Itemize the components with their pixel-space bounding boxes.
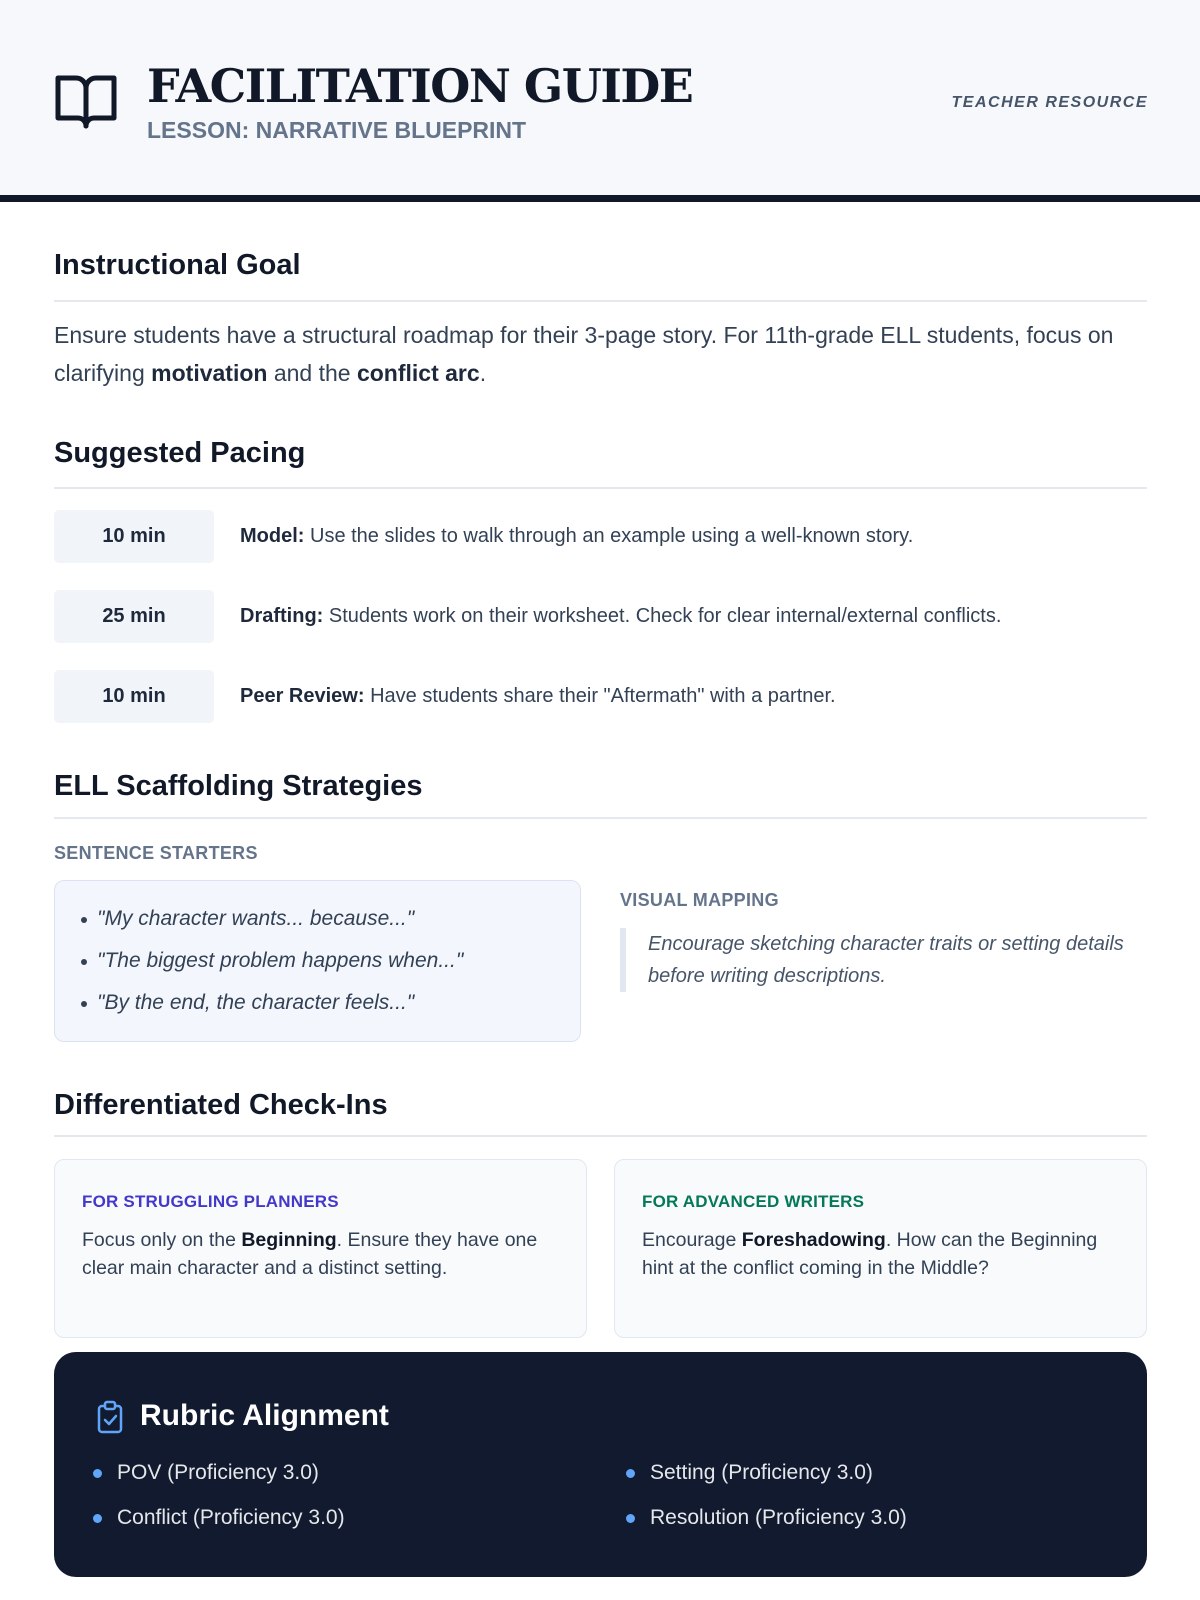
time-pill: 10 min: [54, 510, 214, 563]
pacing-description: Peer Review: Have students share their "Aftermath" with a partner.: [240, 685, 836, 707]
sentence-starters-box: [54, 880, 581, 1042]
bullet-dot-icon: [626, 1469, 635, 1478]
list-item: "By the end, the character feels...": [79, 983, 463, 1025]
rubric-heading: Rubric Alignment: [140, 1399, 389, 1432]
rubric-item: POV (Proficiency 3.0): [93, 1459, 319, 1487]
card-body: Focus only on the Beginning. Ensure they have one clear main character and a distinct setting.: [82, 1229, 538, 1279]
pacing-divider: [54, 487, 1147, 489]
checkins-heading: Differentiated Check-Ins: [54, 1089, 388, 1121]
visual-mapping-note: Encourage sketching character traits or setting details before writing descriptions.: [620, 928, 1140, 992]
list-item: "The biggest problem happens when...": [79, 941, 463, 983]
bullet-dot-icon: [93, 1469, 102, 1478]
checkins-divider: [54, 1135, 1147, 1137]
pacing-row: [54, 590, 1154, 644]
advanced-writers-card: [614, 1159, 1147, 1338]
struggling-planners-card: [54, 1159, 587, 1338]
card-body: Encourage Foreshadowing. How can the Beginning hint at the conflict coming in the Middle?: [642, 1229, 1098, 1279]
card-title: FOR STRUGGLING PLANNERS: [82, 1192, 339, 1211]
pacing-description: Model: Use the slides to walk through an example using a well-known story.: [240, 525, 914, 547]
pacing-description: Drafting: Students work on their worksheet. Check for clear internal/external conflicts.: [240, 605, 1002, 627]
sentence-starters-list: [79, 899, 463, 1025]
time-pill: 25 min: [54, 590, 214, 643]
sentence-starters-label: SENTENCE STARTERS: [54, 843, 258, 863]
list-item: "My character wants... because...": [79, 899, 463, 941]
scaffolding-divider: [54, 817, 1147, 819]
goal-paragraph: Ensure students have a structural roadmap for their 3-page story. For 11th-grade ELL students, focus on clarifying motivation and the conflict arc.: [54, 322, 1114, 386]
rubric-item: Resolution (Proficiency 3.0): [626, 1504, 907, 1532]
page-title: FACILITATION GUIDE: [147, 59, 693, 113]
rubric-item: Setting (Proficiency 3.0): [626, 1459, 873, 1487]
card-title: FOR ADVANCED WRITERS: [642, 1192, 865, 1211]
lesson-subtitle: LESSON: NARRATIVE BLUEPRINT: [147, 117, 527, 143]
pacing-row: [54, 670, 1154, 724]
goal-heading: Instructional Goal: [54, 249, 301, 281]
time-pill: 10 min: [54, 670, 214, 723]
resource-badge: TEACHER RESOURCE: [951, 94, 1148, 111]
rubric-alignment-panel: [54, 1352, 1147, 1577]
goal-divider: [54, 300, 1147, 302]
pacing-row: [54, 510, 1154, 564]
bullet-dot-icon: [93, 1514, 102, 1523]
page-header: [0, 0, 1200, 202]
clipboard-check-icon: [96, 1400, 124, 1434]
visual-mapping-label: VISUAL MAPPING: [620, 890, 779, 910]
bullet-dot-icon: [626, 1514, 635, 1523]
pacing-heading: Suggested Pacing: [54, 437, 306, 469]
rubric-item: Conflict (Proficiency 3.0): [93, 1504, 345, 1532]
book-open-icon: [54, 68, 118, 132]
scaffolding-heading: ELL Scaffolding Strategies: [54, 770, 423, 802]
